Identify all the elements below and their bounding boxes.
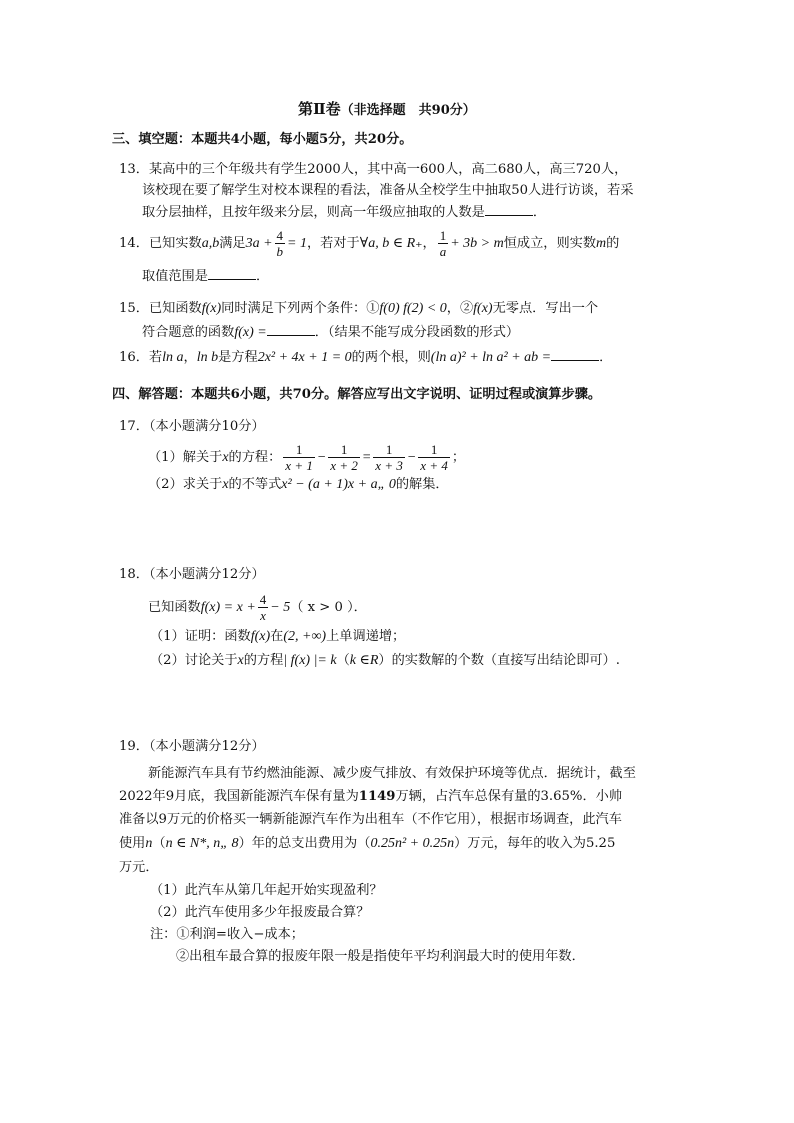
q18-frac: $\frac{4}{x}$ <box>259 592 267 623</box>
q15-line2 <box>142 323 519 342</box>
q15-fx2: f(x) <box>473 301 493 316</box>
q17-frac1: $\frac{1}{x + 1}$ <box>285 442 313 473</box>
q14-mid2: ，若对于 <box>307 236 360 251</box>
q15-answer-blank <box>267 323 315 336</box>
q14-frac2-den: a <box>439 244 447 259</box>
title-sub: （非选择题 共90分） <box>340 103 476 118</box>
q19-l4cost: 0.25n² + 0.25n <box>370 836 455 851</box>
q19-l4a: 使用 <box>119 836 146 851</box>
q19-l2d: 3.65% <box>540 789 583 804</box>
q17-p1b: 的方程： <box>228 450 282 465</box>
q18-l1end: ． <box>353 600 367 615</box>
q18-p2b: 的方程 <box>243 653 284 668</box>
q19-note2: ②出租车最合算的报废年限一般是指使年平均利润最大时的使用年数． <box>176 949 585 964</box>
q14-line2-end: ． <box>255 269 270 284</box>
q16-d: 的两个根，则 <box>351 350 431 365</box>
q15-line2b: ．（结果不能写成分段函数的形式） <box>314 325 520 340</box>
q18-fx: f(x) <box>250 629 271 644</box>
q18-p2a: （2）讨论关于 <box>150 653 238 668</box>
q17-frac3: $\frac{1}{x + 3}$ <box>375 442 403 473</box>
q14-frac-1-over-a <box>438 228 449 259</box>
q17-p1a: （1）解关于 <box>148 450 223 465</box>
q19-line4 <box>119 826 615 862</box>
q18-def <box>148 590 367 626</box>
q19-line3: 准备以9万元的价格买一辆新能源汽车作为出租车（不作它用），根据市场调查，此汽车 <box>119 812 622 827</box>
q17-frac2: $\frac{1}{x + 2}$ <box>330 442 358 473</box>
q18-p1b: 在 <box>270 629 284 644</box>
q19-l4cond: n ∈ N*, n„ 8 <box>165 836 239 851</box>
q16-lna: ln a <box>162 350 184 365</box>
section-4-heading: 四、解答题：本题共6小题，共70分。解答应写出文字说明、证明过程或演算步骤。 <box>112 387 602 402</box>
q16-b: ， <box>183 350 197 365</box>
q15-line1c: ，② <box>446 301 474 316</box>
q13-line3-end: ． <box>532 205 547 220</box>
q15-cond1: f(0) f(2) < 0 <box>379 301 447 316</box>
q17-x: x <box>222 450 229 465</box>
q18-fdef: f(x) = x + <box>200 600 256 615</box>
q14-expr2: + 3b > m <box>450 236 504 251</box>
q18-l1a: 已知函数 <box>148 600 201 615</box>
q14-mid3: 恒成立，则实数 <box>503 236 597 251</box>
q19-l2b: 1149 <box>358 789 396 804</box>
q17-x2: x <box>222 477 229 492</box>
q18-fdef2: − 5 <box>270 600 291 615</box>
q15-fx3: f(x) = <box>234 325 267 340</box>
q18-p1a: （1）证明：函数 <box>150 629 251 644</box>
q17-frac4: $\frac{1}{x + 4}$ <box>420 442 448 473</box>
q19-line5: 万元． <box>119 860 159 875</box>
q18-p2c: （ <box>336 653 350 668</box>
q17-ineq: x² − (a + 1)x + a„ 0 <box>281 477 396 492</box>
q14-frac2-num: 1 <box>439 228 447 243</box>
title-main: 第Ⅱ卷 <box>298 100 341 118</box>
q16-expr: (ln a)² + ln a² + ab = <box>430 350 552 365</box>
paper-title <box>298 100 476 120</box>
q19-part1: （1）此汽车从第几年起开始实现盈利？ <box>150 883 383 898</box>
q14-expr-left: 3a + <box>245 236 273 251</box>
q14-prefix: 14．已知实数 <box>119 236 202 251</box>
q13-answer-blank <box>485 203 533 216</box>
q17-p2c: 的解集． <box>395 477 449 492</box>
q17-p2a: （2）求关于 <box>148 477 223 492</box>
q14-frac-4-over-b <box>275 228 286 259</box>
q18-cond: （ x > 0 ） <box>290 600 354 615</box>
q19-l2c: 万辆，占汽车总保有量的 <box>395 789 541 804</box>
q17-semi: ； <box>451 450 466 465</box>
q16-c: 是方程 <box>218 350 258 365</box>
section-3-heading: 三、填空题：本题共4小题，每小题5分，共20分。 <box>112 132 413 147</box>
q19-l4d: ）万元，每年的收入为 <box>454 836 586 851</box>
q18-p1c: 上单调递增； <box>326 629 406 644</box>
q18-part2 <box>150 652 620 670</box>
q19-l4c: ）年的总支出费用为（ <box>238 836 371 851</box>
q17-minus2: − <box>406 450 417 465</box>
q16-eq: 2x² + 4x + 1 = 0 <box>257 350 352 365</box>
q17-part2 <box>148 476 449 494</box>
q13-line1: 13．某高中的三个年级共有学生2000人，其中高一600人，高二680人，高三720人， <box>119 162 628 177</box>
q18-abs: | f(x) |= k <box>283 653 337 668</box>
q19-l4b: （ <box>152 836 166 851</box>
q19-l2a: 2022年9月底，我国新能源汽车保有量为 <box>119 789 359 804</box>
q14-forall: ∀a, b ∈ R₊ <box>359 236 423 251</box>
q19-l4e: 5.25 <box>585 836 616 851</box>
q19-l4n: n <box>145 836 153 851</box>
q14-line2-text: 取值范围是 <box>142 269 208 284</box>
q18-header: 18．（本小题满分12分） <box>119 567 265 582</box>
q17-header: 17．（本小题满分10分） <box>119 419 265 434</box>
q15-line1 <box>119 300 598 318</box>
q19-line1: 新能源汽车具有节约燃油能源、减少废气排放、有效保护环境等优点．据统计，截至 <box>148 766 636 781</box>
q14-vars: a,b <box>201 236 220 251</box>
q14-comma: ， <box>422 236 436 251</box>
q18-interval: (2, +∞) <box>283 629 327 644</box>
q15-fx: f(x) <box>201 301 222 316</box>
q14-line1 <box>119 228 619 259</box>
q15-line1b: 同时满足下列两个条件：① <box>221 301 380 316</box>
q16-end: ． <box>599 350 613 365</box>
q13-line3-text: 取分层抽样，且按年级来分层，则高一年级应抽取的人数是 <box>142 205 485 220</box>
q14-mid1: 满足 <box>219 236 246 251</box>
q15-line1a: 15．已知函数 <box>119 301 202 316</box>
q13-line3 <box>142 203 546 222</box>
q19-header: 19．（本小题满分12分） <box>119 739 265 754</box>
q13-line2: 该校现在要了解学生对校本课程的看法，准备从全校学生中抽取50人进行访谈，若采 <box>142 183 634 198</box>
q19-part2: （2）此汽车使用多少年报废最合算？ <box>150 905 370 920</box>
q18-kR: k ∈R <box>349 653 379 668</box>
q16-lnb: ln b <box>196 350 219 365</box>
q17-eq: = <box>361 450 372 465</box>
q14-line2 <box>142 267 269 286</box>
q14-expr-right: = 1 <box>287 236 307 251</box>
q17-p2b: 的不等式 <box>228 477 282 492</box>
q18-x: x <box>237 653 244 668</box>
q14-frac-num: 4 <box>276 228 284 243</box>
q18-part1 <box>150 628 405 646</box>
q15-line2a: 符合题意的函数 <box>142 325 235 340</box>
q19-note1: 注：①利润=收入−成本； <box>150 927 304 942</box>
q17-minus1: − <box>316 450 327 465</box>
q14-answer-blank <box>208 267 256 280</box>
q14-frac-den: b <box>276 244 284 259</box>
q16-a: 16．若 <box>119 350 163 365</box>
q16-line <box>119 348 612 367</box>
q19-l2e: ．小帅 <box>582 789 623 804</box>
q19-line2 <box>119 788 622 806</box>
q15-line1d: 无零点．写出一个 <box>492 301 599 316</box>
q17-part1 <box>148 440 465 476</box>
q14-end: 的 <box>606 236 620 251</box>
q16-answer-blank <box>551 348 599 361</box>
q14-m: m <box>596 236 607 251</box>
q18-p2d: ）的实数解的个数（直接写出结论即可）. <box>378 653 620 668</box>
